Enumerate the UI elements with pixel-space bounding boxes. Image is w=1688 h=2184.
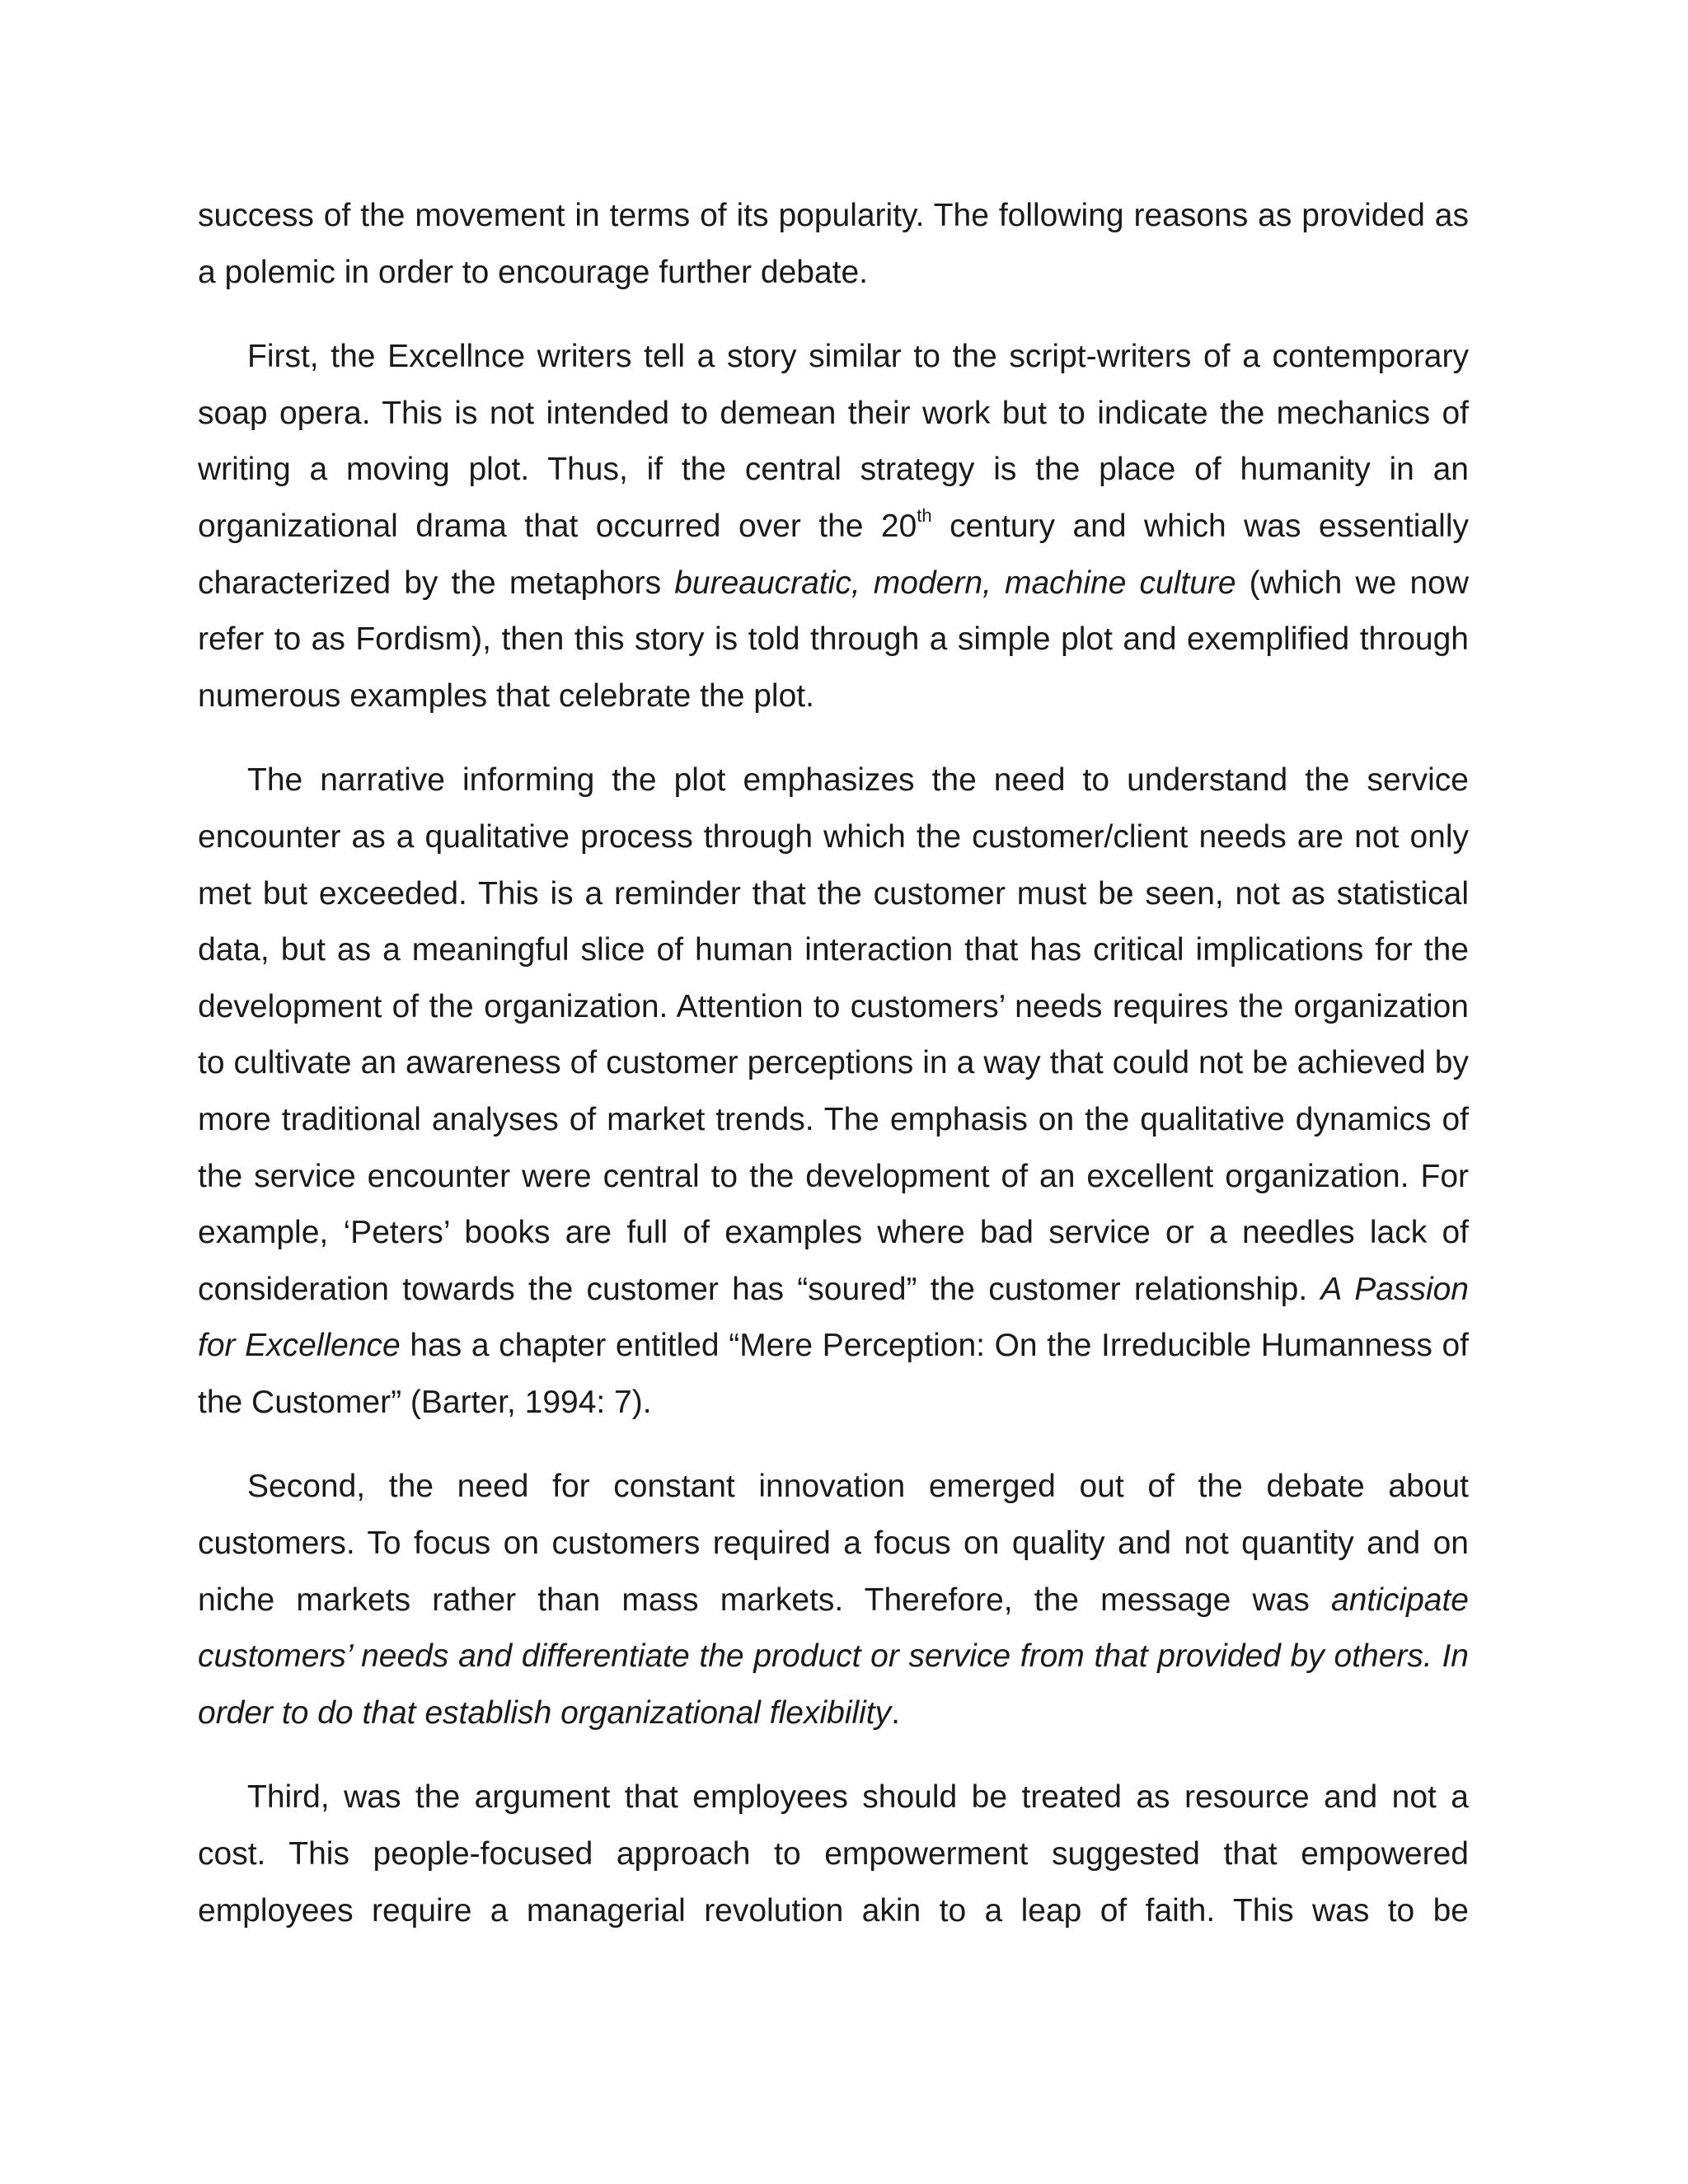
text-run: (which we now refer to as Fordism), then this story is told through a simple plot and exemplified through numerous examples that celebrate the plot. xyxy=(198,565,1469,714)
body-text xyxy=(198,188,1469,1967)
text-run: has a chapter entitled “Mere Perception: On the Irreducible Humanness of the Customer” (Barter, 1994: 7). xyxy=(198,1328,1469,1420)
paragraph-continuation xyxy=(198,188,1469,301)
text-run: Third, was the argument that employees should be treated as resource and not a cost. This people-focused approach to empowerment suggested that empowered employees require a managerial revolution akin to a leap of faith. This was to be xyxy=(198,1779,1469,1929)
text-run: The narrative informing the plot emphasizes the need to understand the service encounter as a qualitative process through which the customer/client needs are not only met but exceeded. This is a reminder that the customer must be seen, not as statistical data, but as a meaningful slice of human interaction that has critical implications for the development of the organization. Attention to customers’ needs requires the organization to cultivate an awareness of customer perceptions in a way that could not be achieved by more traditional analyses of market trends. The emphasis on the qualitative dynamics of the service encounter were central to the development of an excellent organization. For example, ‘Peters’ books are full of examples where bad service or a needles lack of consideration towards the customer has “soured” the customer relationship. xyxy=(198,762,1469,1307)
paragraph-second-reason xyxy=(198,1459,1469,1741)
text-run: Second, the need for constant innovation emerged out of the debate about customers. To focus on customers required a focus on quality and not quantity and on niche markets rather than mass markets. Therefore, the message was xyxy=(198,1469,1469,1618)
paragraph-narrative xyxy=(198,752,1469,1431)
italic-phrase: bureaucratic, modern, machine culture xyxy=(674,565,1236,601)
text-run: success of the movement in terms of its popularity. The following reasons as provided as a polemic in order to encourage further debate. xyxy=(198,198,1469,290)
paragraph-third-reason xyxy=(198,1769,1469,1939)
text-run: . xyxy=(891,1694,900,1731)
text-run: century and which was essentially characterized by the metaphors xyxy=(198,508,1469,601)
ordinal-superscript: th xyxy=(917,504,932,526)
book-title: A Passion for Excellence xyxy=(198,1271,1469,1364)
paragraph-first-reason xyxy=(198,329,1469,724)
text-run: First, the Excellnce writers tell a story similar to the script-writers of a contemporary soap opera. This is not intended to demean their work but to indicate the mechanics of writing a moving plot. Thus, if the central strategy is the place of humanity in an organizational drama that occurred over the 20 xyxy=(198,339,1469,544)
italic-message: anticipate customers’ needs and differentiate the product or service from that provided by others. In order to do that establish organizational flexibility xyxy=(198,1582,1469,1731)
